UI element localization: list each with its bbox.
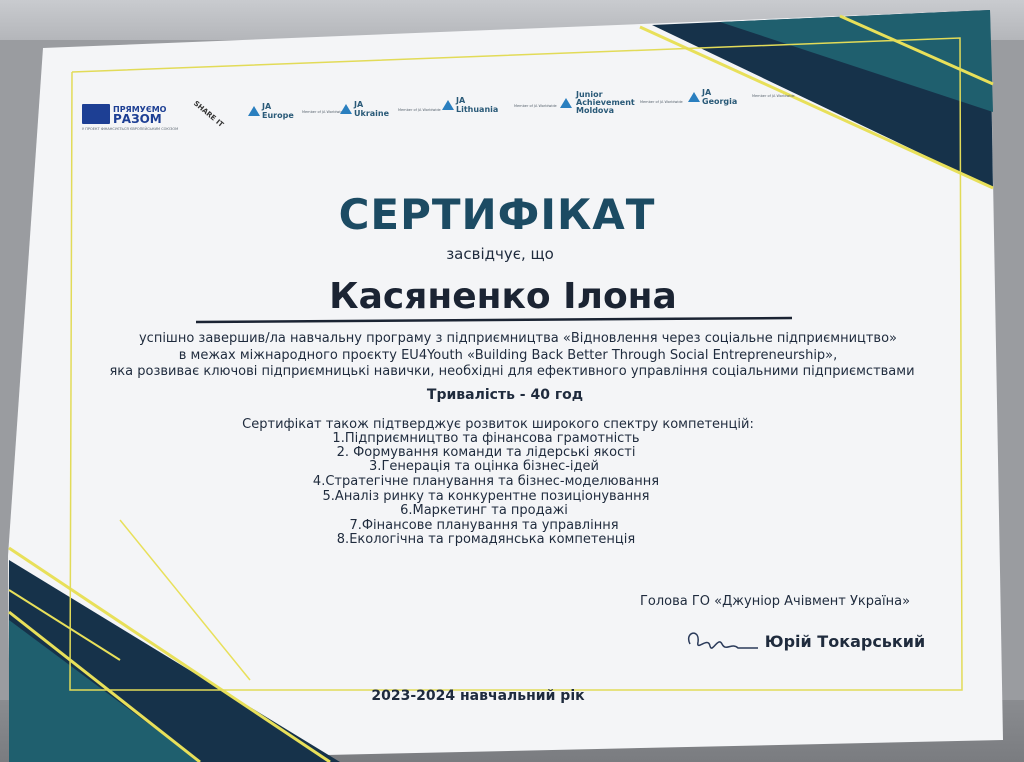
- ja-prefix-europe: JA: [262, 102, 272, 111]
- competency-item: 1.Підприємництво та фінансова грамотність: [332, 431, 640, 446]
- competency-item: 2. Формування команди та лідерські якості: [336, 445, 636, 460]
- body-line-1: успішно завершив/ла навчальну програму з підприємництва «Відновлення через соціальне підприємництво»: [138, 331, 898, 346]
- eu-label-line2: РАЗОМ: [113, 112, 162, 126]
- certificate-title: СЕРТИФІКАТ: [338, 190, 656, 239]
- share-logo: [190, 99, 225, 129]
- ja-europe-logo: [248, 102, 345, 124]
- body-line-2: в межах міжнародного проєкту EU4Youth «Building Back Better Through Social Entrepreneurship»,: [178, 348, 838, 363]
- ja-georgia-logo: [688, 88, 795, 110]
- ja-mark-icon: [442, 100, 454, 110]
- eu-tagline: У ПРОЕКТ ФІНАНСУЄТЬСЯ ЄВРОПЕЙСЬКИМ СОЮЗОМ: [82, 127, 179, 131]
- ja-ukraine-member-note: Member of JA Worldwide: [398, 108, 441, 112]
- competency-item: 5.Аналіз ринку та конкурентне позиціонування: [322, 489, 650, 504]
- share-label: SHARE IT: [191, 99, 225, 129]
- ja-europe-label: Europe: [262, 111, 294, 120]
- competency-item: 7.Фінансове планування та управління: [349, 518, 619, 533]
- ja-ukraine-label: Ukraine: [354, 109, 390, 118]
- eu-logo: [82, 104, 179, 131]
- ja-prefix-georgia: JA: [702, 88, 712, 97]
- ja-europe-member-note: Member of JA Worldwide: [302, 110, 345, 114]
- certifies-text: засвідчує, що: [446, 245, 554, 263]
- signer-name: Юрій Токарський: [764, 632, 926, 651]
- duration: Тривалість - 40 год: [426, 387, 584, 403]
- ja-moldova-member-note: Member of JA Worldwide: [640, 100, 683, 104]
- ja-moldova-logo: [560, 90, 683, 120]
- ja-mark-icon: [560, 98, 572, 108]
- eu-label-line1: ПРЯМУЄМО: [113, 105, 167, 114]
- ja-mark-icon: [340, 104, 352, 114]
- competencies-intro: Сертифікат також підтверджує розвиток широкого спектру компетенцій:: [242, 417, 754, 432]
- competency-item: 6.Маркетинг та продажі: [400, 503, 568, 518]
- ja-mark-icon: [248, 106, 260, 116]
- ja-moldova-label-2: Achievement: [576, 98, 635, 107]
- signature: [682, 622, 762, 662]
- ja-georgia-label: Georgia: [702, 97, 738, 106]
- competency-item: 3.Генерація та оцінка бізнес-ідей: [369, 459, 599, 474]
- ja-lithuania-member-note: Member of JA Worldwide: [514, 104, 557, 108]
- ja-georgia-member-note: Member of JA Worldwide: [752, 94, 795, 98]
- ja-moldova-label-3: Moldova: [576, 106, 615, 115]
- competency-item: 8.Екологічна та громадянська компетенція: [336, 532, 636, 547]
- ja-prefix-ukraine: JA: [354, 100, 364, 109]
- ja-prefix-lithuania: JA: [456, 96, 466, 105]
- recipient-name: Касяненко Ілона: [329, 276, 677, 317]
- chair-title: Голова ГО «Джуніор Ачівмент Україна»: [639, 594, 911, 609]
- eu-flag-icon: [82, 104, 110, 124]
- ja-mark-icon: [688, 92, 700, 102]
- body-line-3: яка розвиває ключові підприємницькі навички, необхідні для ефективного управління соціальними підприємствами: [109, 364, 915, 379]
- academic-year: 2023-2024 навчальний рік: [371, 688, 585, 704]
- ja-ukraine-logo: [340, 100, 441, 122]
- ja-lithuania-label: Lithuania: [456, 105, 499, 114]
- competency-item: 4.Стратегічне планування та бізнес-моделювання: [312, 474, 660, 489]
- ja-lithuania-logo: [442, 96, 557, 118]
- ja-moldova-label-1: Junior: [576, 90, 603, 99]
